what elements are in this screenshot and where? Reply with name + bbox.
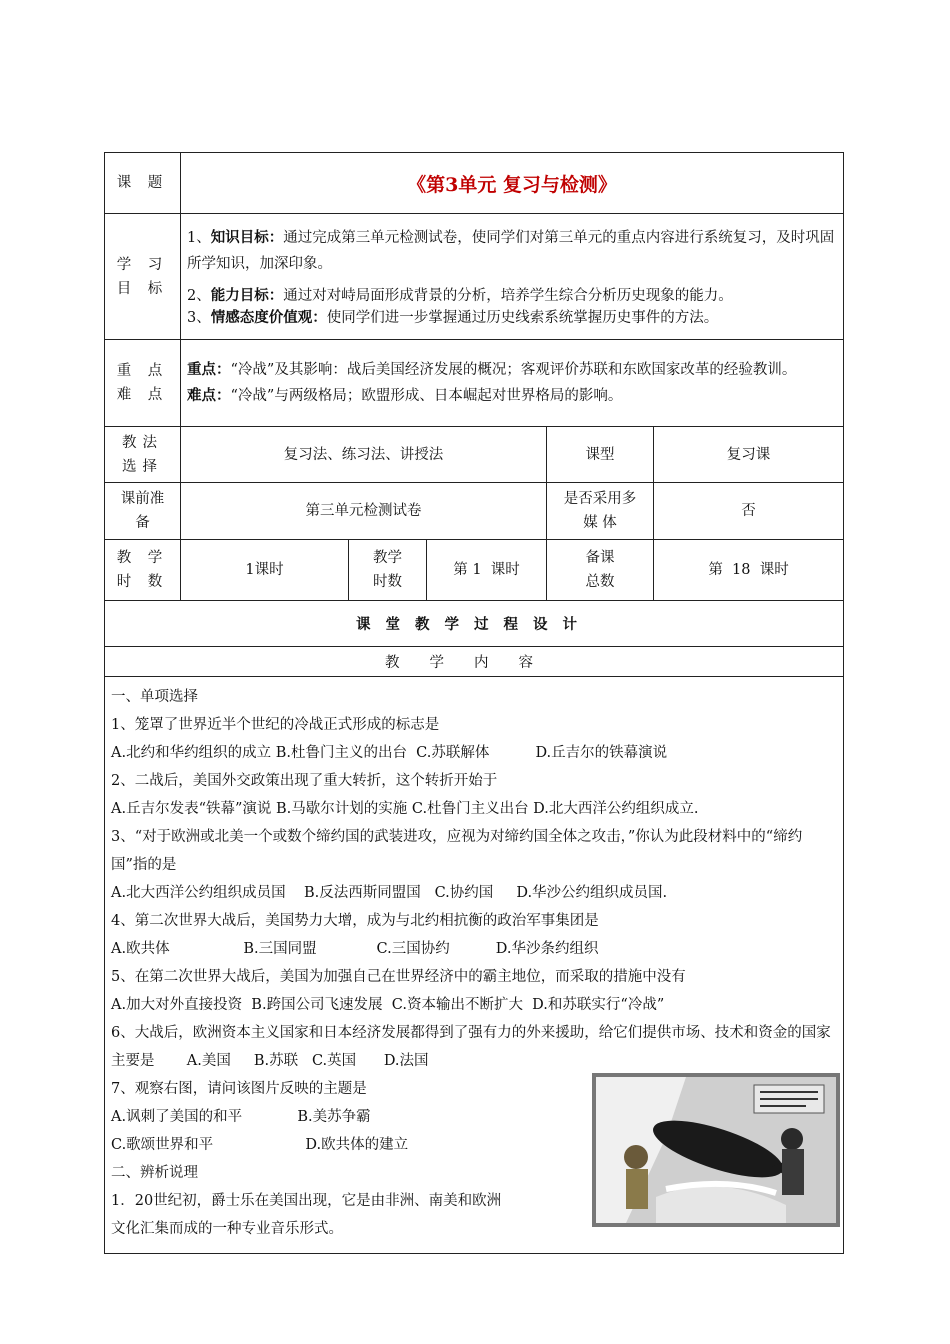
hours-label: 教 学 时 数 bbox=[105, 540, 181, 601]
question-2-options: A.丘吉尔发表“铁幕”演说 B.马歇尔计划的实施 C.杜鲁门主义出台 D.北大西洋公约组织成立. bbox=[111, 801, 699, 817]
keypoints-label: 重 点 难 点 bbox=[105, 340, 181, 427]
question-7: 7、观察右图，请问该图片反映的主题是 bbox=[111, 1081, 367, 1097]
lesson-plan-table bbox=[104, 152, 844, 1254]
lesson-hours-value: 第 1 课时 bbox=[427, 540, 547, 601]
goals-label: 学 习 目 标 bbox=[105, 214, 181, 340]
question-1-options: A.北约和华约组织的成立 B.杜鲁门主义的出台 C.苏联解体 D.丘吉尔的铁幕演说 bbox=[111, 745, 668, 761]
key-point: 重点：“冷战”及其影响：战后美国经济发展的概况；客观评价苏联和东欧国家改革的经验教训。 bbox=[187, 361, 797, 378]
section-analysis: 二、辨析说理 bbox=[111, 1165, 198, 1181]
question-1: 1、笼罩了世界近半个世纪的冷战正式形成的标志是 bbox=[111, 717, 440, 733]
analysis-item-1-line2: 文化汇集而成的一种专业音乐形式。 bbox=[111, 1221, 343, 1237]
question-5: 5、在第二次世界大战后，美国为加强自己在世界经济中的霸主地位，而采取的措施中没有 bbox=[111, 969, 686, 985]
analysis-item-1-line1: 1．20世纪初，爵士乐在美国出现，它是由非洲、南美和欧洲 bbox=[111, 1193, 502, 1209]
cartoon-image bbox=[592, 1073, 840, 1227]
lesson-type-label: 课型 bbox=[547, 427, 654, 483]
method-value: 复习法、练习法、讲授法 bbox=[181, 427, 547, 483]
hours-value: 1课时 bbox=[181, 540, 349, 601]
keypoints-content bbox=[181, 340, 844, 427]
process-title: 课堂教学过程设计 bbox=[105, 601, 844, 647]
question-2: 2、二战后，美国外交政策出现了重大转折，这个转折开始于 bbox=[111, 773, 498, 789]
goal-attitude: 3、情感态度价值观：使同学们进一步掌握通过历史线索系统掌握历史事件的方法。 bbox=[187, 308, 719, 326]
difficult-point: 难点：“冷战”与两级格局；欧盟形成、日本崛起对世界格局的影响。 bbox=[187, 387, 623, 404]
question-6: 6、大战后，欧洲资本主义国家和日本经济发展都得到了强有力的外来援助，给它们提供市场、技术和资金的国家主要是 A.美国 B.苏联 C.英国 D.法国 bbox=[111, 1025, 831, 1069]
goal-knowledge: 1、知识目标：通过完成第三单元检测试卷，使同学们对第三单元的重点内容进行系统复习，及时巩固所学知识，加深印象。 bbox=[187, 228, 835, 272]
page-title: 《第3单元 复习与检测》 bbox=[181, 153, 844, 214]
total-hours-label: 备课 总数 bbox=[547, 540, 654, 601]
goals-content bbox=[181, 214, 844, 340]
goal-ability: 2、能力目标：通过对对峙局面形成背景的分析，培养学生综合分析历史现象的能力。 bbox=[187, 286, 733, 304]
question-3-options: A.北大西洋公约组织成员国 B.反法西斯同盟国 C.协约国 D.华沙公约组织成员国. bbox=[111, 885, 668, 901]
question-4: 4、第二次世界大战后，美国势力大增，成为与北约相抗衡的政治军事集团是 bbox=[111, 913, 599, 929]
question-3: 3、“对于欧洲或北美一个或数个缔约国的武装进攻，应视为对缔约国全体之攻击，”你认为此段材料中的“缔约国”指的是 bbox=[111, 829, 803, 873]
lesson-hours-label: 教学 时数 bbox=[349, 540, 427, 601]
question-7-options-ab: A.讽刺了美国的和平 B.美苏争霸 bbox=[111, 1109, 371, 1125]
process-subtitle: 教学内容 bbox=[105, 647, 844, 677]
multimedia-value: 否 bbox=[654, 483, 844, 540]
prep-label: 课前准 备 bbox=[105, 483, 181, 540]
prep-value: 第三单元检测试卷 bbox=[181, 483, 547, 540]
cartoon-illustration bbox=[596, 1077, 836, 1223]
section-single-choice: 一、单项选择 bbox=[111, 689, 198, 705]
topic-label: 课 题 bbox=[105, 153, 181, 214]
question-4-options: A.欧共体 B.三国同盟 C.三国协约 D.华沙条约组织 bbox=[111, 941, 599, 957]
total-hours-value: 第 18 课时 bbox=[654, 540, 844, 601]
question-7-options-cd: C.歌颂世界和平 D.欧共体的建立 bbox=[111, 1137, 409, 1153]
multimedia-label: 是否采用多 媒 体 bbox=[547, 483, 654, 540]
teaching-content bbox=[105, 677, 844, 1254]
method-label: 教法 选择 bbox=[105, 427, 181, 483]
lesson-type-value: 复习课 bbox=[654, 427, 844, 483]
question-5-options: A.加大对外直接投资 B.跨国公司飞速发展 C.资本输出不断扩大 D.和苏联实行“冷战” bbox=[111, 997, 665, 1013]
